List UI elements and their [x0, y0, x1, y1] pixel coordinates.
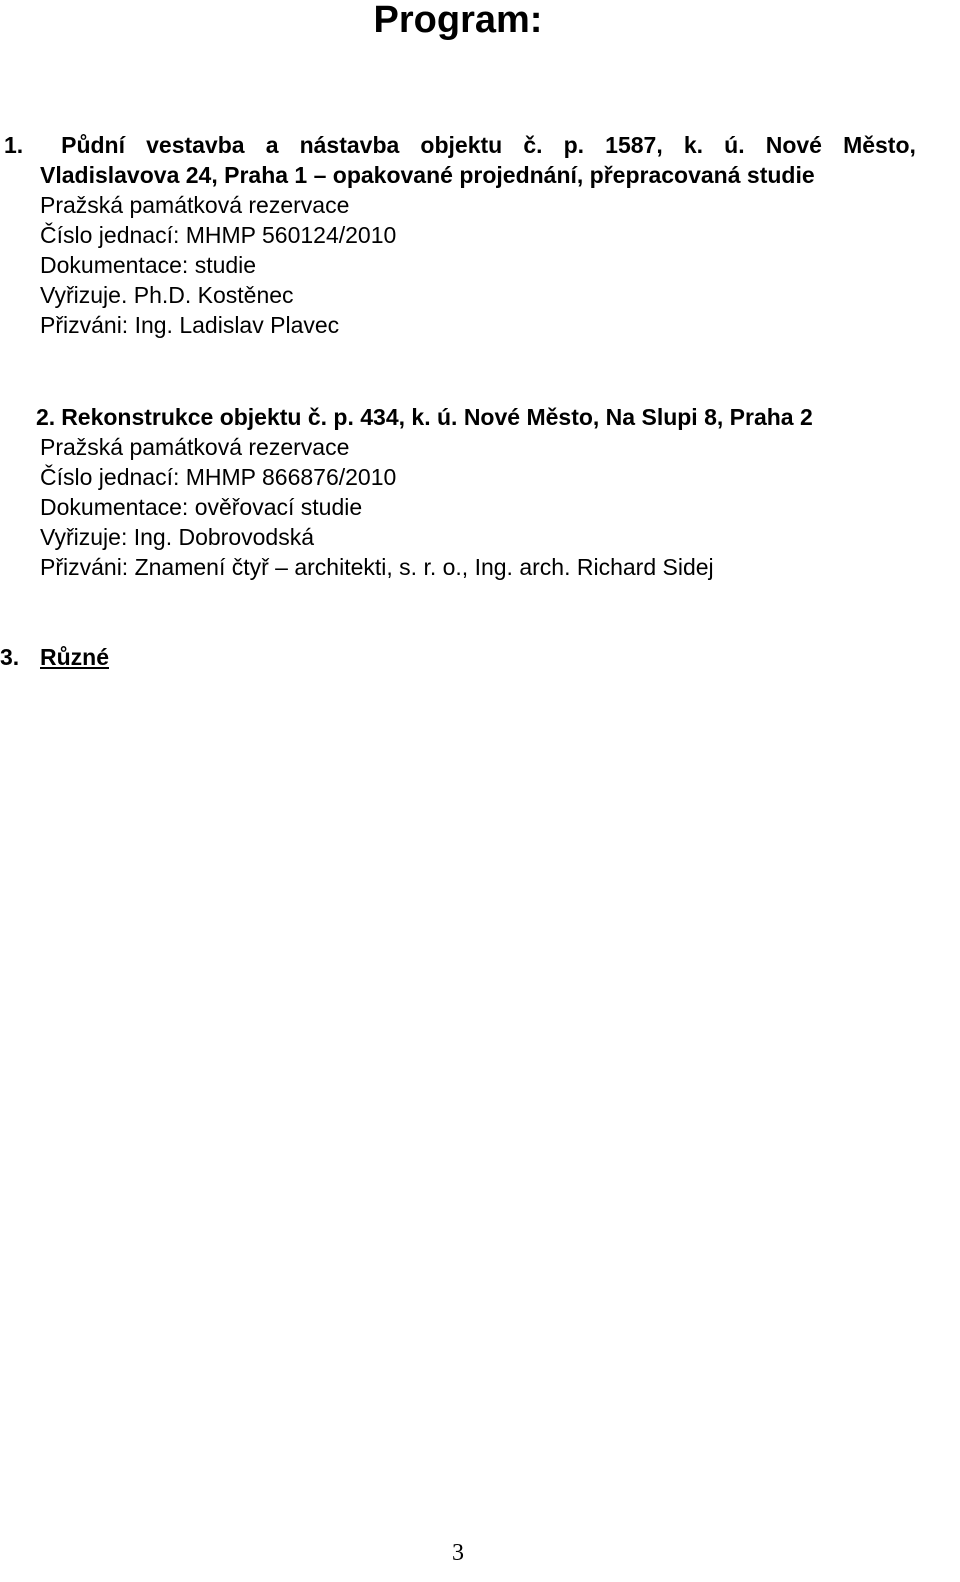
heading-word: ú. — [724, 132, 745, 158]
item-1-documentation: Dokumentace: studie — [40, 252, 257, 278]
item-2-documentation: Dokumentace: ověřovací studie — [40, 494, 363, 520]
item-1-number: 1. — [4, 132, 24, 158]
item-2-heading-row — [0, 402, 960, 432]
program-item-2 — [0, 402, 960, 582]
item-2-number: 2. — [36, 404, 56, 430]
program-item-1 — [0, 130, 960, 340]
item-1-heading-line-1 — [0, 130, 916, 160]
heading-word: objektu — [420, 132, 503, 158]
heading-word: a — [265, 132, 279, 158]
item-3-label: Různé — [40, 644, 109, 670]
item-1-reference-number: Číslo jednací: MHMP 560124/2010 — [40, 222, 397, 248]
item-1-reservation: Pražská památková rezervace — [40, 192, 350, 218]
page-number: 3 — [452, 1540, 464, 1566]
item-1-heading-line-2: Vladislavova 24, Praha 1 – opakované projednání, přepracovaná studie — [40, 162, 815, 188]
heading-word: Nové — [765, 132, 822, 158]
page-title: Program: — [373, 0, 543, 41]
heading-word: 1587, — [605, 132, 663, 158]
heading-word: nástavba — [299, 132, 400, 158]
heading-word: p. — [563, 132, 585, 158]
item-2-heading: Rekonstrukce objektu č. p. 434, k. ú. Nové Město, Na Slupi 8, Praha 2 — [61, 404, 813, 430]
item-3-number: 3. — [0, 644, 20, 670]
heading-word: k. — [683, 132, 704, 158]
program-item-3 — [0, 642, 960, 672]
item-2-handled-by: Vyřizuje: Ing. Dobrovodská — [40, 524, 315, 550]
item-2-reference-number: Číslo jednací: MHMP 866876/2010 — [40, 464, 397, 490]
item-3-heading-row — [0, 642, 960, 672]
item-2-reservation: Pražská památková rezervace — [40, 434, 350, 460]
heading-word: č. — [523, 132, 543, 158]
item-1-invited: Přizváni: Ing. Ladislav Plavec — [40, 312, 340, 338]
heading-word: Město, — [843, 132, 916, 158]
item-1-handled-by: Vyřizuje. Ph.D. Kostěnec — [40, 282, 294, 308]
heading-word: Půdní — [61, 132, 125, 158]
heading-word: vestavba — [146, 132, 245, 158]
item-2-invited: Přizváni: Znamení čtyř – architekti, s. r. o., Ing. arch. Richard Sidej — [40, 554, 714, 580]
